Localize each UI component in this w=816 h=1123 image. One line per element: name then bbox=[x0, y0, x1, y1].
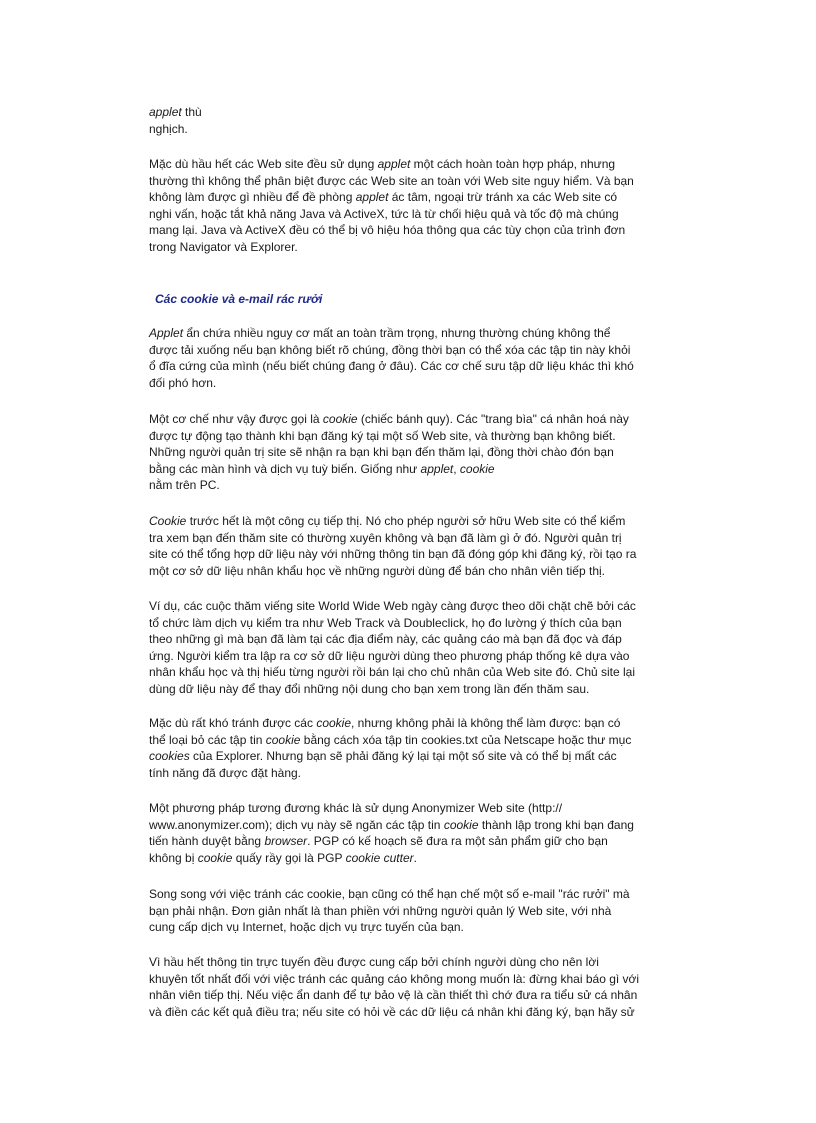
paragraph-cookie-definition bbox=[149, 411, 705, 494]
text-segment: Một phương pháp tương đương khác là sử dụng Anonymizer Web site (http:// bbox=[149, 801, 563, 815]
text-line bbox=[149, 732, 705, 749]
text-segment: ứng. Người kiểm tra lập ra cơ sở dữ liệu người dùng theo phương pháp thống kê dựa vào bbox=[149, 648, 630, 663]
text-line bbox=[149, 903, 705, 920]
text-segment: nghi vấn, hoặc tắt khả năng Java và ActiveX, tức là từ chối hiệu quả và tốc độ mà chúng bbox=[149, 206, 619, 221]
text-segment: không làm được gì nhiều để đề phòng bbox=[149, 190, 356, 204]
text-segment: www.anonymizer.com); dịch vụ này sẽ ngăn các tập tin bbox=[149, 817, 444, 832]
italic-term: cookie bbox=[197, 850, 233, 865]
text-segment: tiến hành duyệt bằng bbox=[149, 834, 265, 848]
text-segment: Những người quản trị site sẽ nhận ra bạn khi bạn đến thăm lại, đồng thời chào đón bạn bbox=[149, 445, 614, 459]
text-segment: mang lại. Java và ActiveX đều có thể bị vô hiệu hóa thông qua các tùy chọn của trình đơn bbox=[149, 223, 626, 237]
text-segment: bạn phải nhận. Đơn giản nhất là than phiền với những người quản lý Web site, với nhà bbox=[149, 903, 612, 918]
text-segment: nhân viên tiếp thị. Nếu việc ẩn danh để tự bảo vệ là cần thiết thì chớ đưa ra tiểu sử cá nhân bbox=[149, 988, 638, 1002]
text-segment: nhân khẩu học và thị hiếu từng người rồi bán lại cho chủ nhân của Web site đó. Chủ site lại bbox=[149, 665, 636, 679]
italic-term: Cookie bbox=[149, 514, 187, 528]
text-line bbox=[149, 104, 705, 121]
text-line bbox=[149, 530, 705, 547]
text-segment: (chiếc bánh quy). Các "trang bìa" cá nhân hoá này bbox=[357, 412, 629, 426]
text-segment: . bbox=[413, 850, 417, 865]
text-segment: site có thể tổng hợp dữ liệu này với những thông tin bạn đã đóng góp khi đăng ký, rồi tạo ra bbox=[149, 547, 637, 561]
text-line bbox=[149, 954, 705, 971]
paragraph-advice bbox=[149, 954, 705, 1020]
paragraph-anonymizer bbox=[149, 800, 705, 866]
italic-term: browser bbox=[264, 834, 308, 848]
text-segment: thể loại bỏ các tập tin bbox=[149, 732, 266, 747]
text-line bbox=[149, 800, 705, 817]
italic-term: Applet bbox=[149, 326, 184, 340]
text-line bbox=[149, 189, 705, 206]
text-line bbox=[149, 428, 705, 445]
text-segment: được tải xuống nếu bạn không biết rõ chúng, đồng thời bạn có thể xóa các tập tin này khỏi bbox=[149, 342, 631, 357]
italic-term: cookie cutter bbox=[345, 850, 414, 865]
text-segment: được tự động tạo thành khi bạn đăng ký tại một số Web site, và thường bạn không biết. bbox=[149, 428, 616, 443]
text-segment: tính năng đã được đặt hàng. bbox=[149, 765, 302, 780]
paragraph-spam-email bbox=[149, 886, 705, 936]
text-segment: Vì hầu hết thông tin trực tuyến đều được cung cấp bởi chính người dùng cho nên lời bbox=[149, 955, 599, 969]
paragraph-removing-cookies bbox=[149, 715, 705, 781]
italic-term: cookie bbox=[443, 817, 479, 832]
text-segment: ẩn chứa nhiều nguy cơ mất an toàn trầm trọng, nhưng thường chúng không thể bbox=[183, 326, 611, 340]
text-line bbox=[149, 971, 705, 988]
text-line bbox=[149, 664, 705, 681]
text-line bbox=[149, 546, 705, 563]
text-segment: thường thì không thể phân biệt được các Web site an toàn với Web site nguy hiểm. Và bạn bbox=[149, 173, 634, 188]
text-line bbox=[149, 358, 705, 375]
text-line bbox=[149, 325, 705, 342]
italic-term: cookie bbox=[316, 716, 351, 730]
text-segment: và điền các kết quả điều tra; nếu site có hỏi về các dữ liệu cá nhân khi đăng ký, bạn hãy sử bbox=[149, 1004, 635, 1019]
text-line bbox=[149, 342, 705, 359]
text-line bbox=[149, 919, 705, 936]
text-segment: thù bbox=[181, 105, 202, 119]
text-segment: tổ chức làm dịch vụ kiểm tra như Web Track và Doubleclick, họ đo lường ý thích của bạn bbox=[149, 615, 622, 630]
text-segment: Mặc dù rất khó tránh được các bbox=[149, 716, 317, 730]
text-line bbox=[149, 715, 705, 732]
paragraph-cookie-marketing bbox=[149, 513, 705, 579]
text-line bbox=[149, 411, 705, 428]
text-line bbox=[149, 375, 705, 392]
text-segment: Song song với việc tránh các cookie, bạn cũng có thể hạn chế một số e-mail "rác rưởi" mà bbox=[149, 887, 630, 901]
italic-term: cookie bbox=[265, 732, 301, 747]
text-line bbox=[149, 173, 705, 190]
text-segment: bằng các màn hình và dịch vụ tuỳ biến. Giống như bbox=[149, 461, 421, 476]
text-line bbox=[149, 444, 705, 461]
text-segment: trước hết là một công cụ tiếp thị. Nó cho phép người sở hữu Web site có thể kiểm bbox=[186, 514, 626, 528]
text-line bbox=[149, 563, 705, 580]
text-line bbox=[149, 748, 705, 765]
text-segment: Một cơ chế như vậy được gọi là bbox=[149, 412, 323, 426]
text-line bbox=[149, 817, 705, 834]
text-line bbox=[149, 239, 705, 256]
text-line bbox=[149, 631, 705, 648]
text-segment: tra xem bạn đến thăm site có thường xuyên không và bạn đã làm gì ở đó. Người quản trị bbox=[149, 530, 622, 545]
text-line bbox=[149, 615, 705, 632]
text-segment: thành lập trong khi bạn đang bbox=[478, 817, 634, 832]
paragraph-applet-safety bbox=[149, 156, 705, 255]
paragraph-tracking-example bbox=[149, 598, 705, 697]
text-line bbox=[149, 206, 705, 223]
section-heading: Các cookie và e-mail rác rưởi bbox=[155, 292, 323, 306]
text-segment: trong Navigator và Explorer. bbox=[149, 239, 298, 254]
text-line bbox=[149, 681, 705, 698]
italic-term: applet bbox=[149, 105, 182, 119]
intro-paragraph bbox=[149, 104, 705, 137]
text-line bbox=[149, 477, 705, 494]
italic-term: applet bbox=[420, 461, 454, 476]
text-segment: nghịch. bbox=[149, 121, 188, 136]
text-segment: bằng cách xóa tập tin cookies.txt của Netscape hoặc thư mục bbox=[300, 732, 632, 747]
text-segment: đối phó hơn. bbox=[149, 375, 217, 390]
text-line bbox=[149, 850, 705, 867]
italic-term: cookie bbox=[322, 412, 358, 426]
text-segment: khuyên tốt nhất đối với việc tránh các quảng cáo không mong muốn là: đừng khai báo gì với bbox=[149, 971, 640, 986]
paragraph-applet-risks bbox=[149, 325, 705, 391]
text-line bbox=[149, 156, 705, 173]
text-segment: , nhưng không phải là không thể làm được: bạn có bbox=[351, 716, 621, 730]
text-segment: quấy rầy gọi là PGP bbox=[232, 850, 346, 865]
text-segment: , bbox=[453, 461, 460, 476]
text-line bbox=[149, 1004, 705, 1021]
text-line bbox=[149, 121, 705, 138]
text-line bbox=[149, 765, 705, 782]
text-segment: Ví dụ, các cuộc thăm viếng site World Wide Web ngày càng được theo dõi chặt chẽ bởi các bbox=[149, 599, 636, 613]
text-segment: ác tâm, ngoại trừ tránh xa các Web site có bbox=[388, 190, 618, 204]
text-line bbox=[149, 886, 705, 903]
text-line bbox=[149, 598, 705, 615]
text-segment: dùng dữ liệu này để thay đổi những nội dung cho bạn xem trong lần đến thăm sau. bbox=[149, 681, 590, 696]
text-segment: ổ đĩa cứng của mình (nếu biết chúng đang ở đâu). Các cơ chế sưu tập dữ liệu khác thì khó bbox=[149, 359, 634, 373]
italic-term: cookie bbox=[459, 461, 495, 476]
text-segment: của Explorer. Nhưng bạn sẽ phải đăng ký lại tại một số site và có thể bị mất các bbox=[189, 749, 617, 763]
text-segment: theo những gì mà bạn đã làm tại các địa điểm này, các quảng cáo mà bạn đã đọc và đáp bbox=[149, 632, 622, 646]
text-segment: nằm trên PC. bbox=[149, 478, 220, 492]
text-segment: một cách hoàn toàn hợp pháp, nhưng bbox=[410, 157, 616, 171]
text-line bbox=[149, 987, 705, 1004]
italic-term: applet bbox=[355, 190, 389, 204]
text-segment: không bị bbox=[149, 850, 198, 865]
text-segment: cung cấp dịch vụ Internet, hoặc dịch vụ trực tuyến của bạn. bbox=[149, 920, 464, 934]
italic-term: applet bbox=[377, 157, 411, 171]
text-line bbox=[149, 513, 705, 530]
text-segment: một cơ sở dữ liệu nhân khẩu học về những người dùng để bán cho nhân viên tiếp thị. bbox=[149, 563, 605, 578]
text-line bbox=[149, 222, 705, 239]
text-line bbox=[149, 833, 705, 850]
text-line bbox=[149, 648, 705, 665]
italic-term: cookies bbox=[149, 749, 190, 763]
text-segment: . PGP có kế hoạch sẽ đưa ra một sản phẩm giữ cho bạn bbox=[307, 834, 608, 848]
text-segment: Mặc dù hầu hết các Web site đều sử dụng bbox=[149, 157, 378, 171]
text-line bbox=[149, 461, 705, 478]
